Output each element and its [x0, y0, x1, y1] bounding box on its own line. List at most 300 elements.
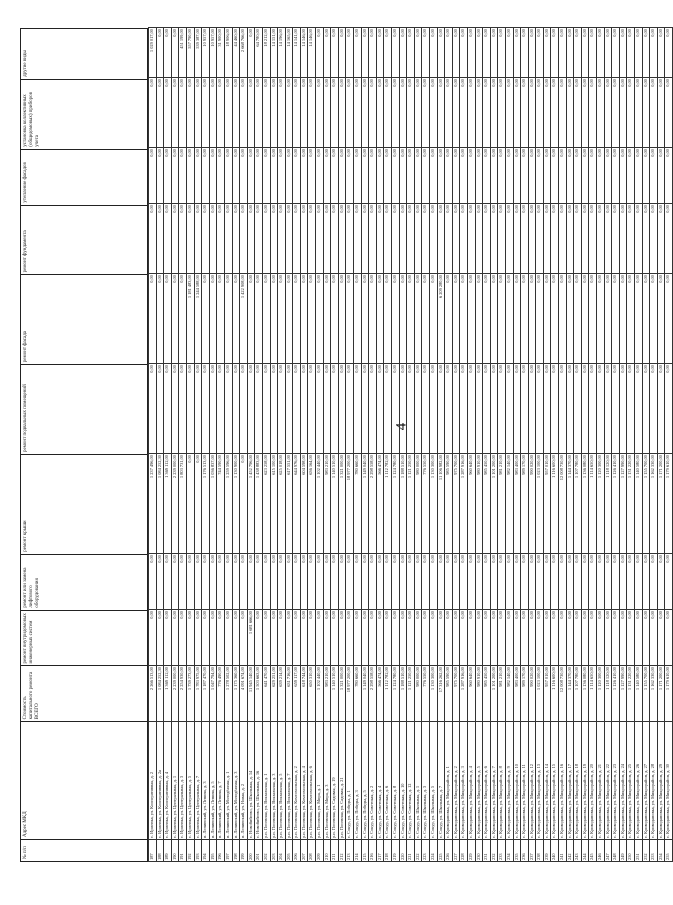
value-cell: 990 020,00: [528, 666, 536, 722]
value-cell: 780 660,00: [354, 454, 362, 554]
value-cell: 0,00: [331, 28, 339, 78]
address-cell: п. Ленинский, ул. Ленина, д. 7: [217, 722, 225, 840]
value-cell: 0,00: [217, 554, 225, 610]
value-cell: 0,00: [194, 78, 202, 148]
value-cell: 0,00: [384, 554, 392, 610]
address-cell: с. Сокур, ул. Советская, д. 2: [369, 722, 377, 840]
value-cell: 1 130 900,00: [232, 454, 240, 554]
value-cell: 0,00: [536, 274, 544, 364]
value-cell: 0,00: [156, 554, 164, 610]
value-cell: 0,00: [171, 204, 179, 274]
row-number-cell: 246: [597, 840, 605, 862]
value-cell: 0,00: [505, 28, 513, 78]
address-cell: р.п. Посевная, ул. Комсомольская, д. 4: [300, 722, 308, 840]
value-cell: 0,00: [179, 554, 187, 610]
value-cell: 0,00: [376, 204, 384, 274]
value-cell: 0,00: [513, 28, 521, 78]
value-cell: 0,00: [331, 554, 339, 610]
value-cell: 0,00: [612, 364, 620, 454]
table-row: [399, 28, 407, 862]
value-cell: 0,00: [217, 148, 225, 204]
value-cell: 0,00: [490, 364, 498, 454]
value-cell: 0,00: [551, 28, 559, 78]
value-cell: 0,00: [475, 554, 483, 610]
value-cell: 0,00: [171, 148, 179, 204]
value-cell: 0,00: [149, 274, 157, 364]
table-row: [164, 28, 172, 862]
value-cell: 0,00: [149, 148, 157, 204]
value-cell: 0,00: [361, 274, 369, 364]
value-cell: 0,00: [627, 610, 635, 666]
value-cell: 0,00: [270, 554, 278, 610]
address-cell: с. Криводановка, ул. Микрорайон, д. 9: [505, 722, 513, 840]
value-cell: 0,00: [149, 204, 157, 274]
value-cell: 0,00: [202, 610, 210, 666]
value-cell: 0,00: [619, 28, 627, 78]
value-cell: 0,00: [224, 204, 232, 274]
value-cell: 0,00: [278, 78, 286, 148]
value-cell: 0,00: [505, 364, 513, 454]
value-cell: 0,00: [604, 78, 612, 148]
value-cell: 0,00: [665, 610, 673, 666]
value-cell: 0,00: [407, 274, 415, 364]
value-cell: 0,00: [300, 78, 308, 148]
header-electric: ремонт внутридомовых инженерных систем: [21, 610, 147, 666]
value-cell: 0,00: [407, 554, 415, 610]
value-cell: 0,00: [657, 28, 665, 78]
value-cell: 990 020,00: [528, 454, 536, 554]
value-cell: 0,00: [171, 554, 179, 610]
value-cell: 0,00: [369, 364, 377, 454]
table-row: [194, 28, 202, 862]
value-cell: 629 251,00: [270, 666, 278, 722]
value-cell: 1 287 916,00: [460, 666, 468, 722]
row-number-cell: 207: [300, 840, 308, 862]
value-cell: 2 668 766,00: [240, 28, 248, 78]
value-cell: 0,00: [399, 78, 407, 148]
address-cell: с. Криводановка, ул. Микрорайон, д. 27: [642, 722, 650, 840]
row-number-cell: 225: [437, 840, 445, 862]
value-cell: 0,00: [232, 78, 240, 148]
value-cell: 0,00: [475, 148, 483, 204]
value-cell: 0,00: [247, 364, 255, 454]
value-cell: 0,00: [429, 78, 437, 148]
value-cell: 0,00: [338, 78, 346, 148]
value-cell: 0,00: [331, 204, 339, 274]
row-number-cell: 221: [407, 840, 415, 862]
value-cell: 644 976,00: [293, 454, 301, 554]
value-cell: 0,00: [574, 28, 582, 78]
value-cell: 0,00: [574, 204, 582, 274]
row-number-cell: 233: [498, 840, 506, 862]
value-cell: 0,00: [498, 28, 506, 78]
value-cell: 0,00: [528, 204, 536, 274]
address-cell: с. Сокур, ул. Школьная, д. 3: [422, 722, 430, 840]
value-cell: 983 210,00: [323, 666, 331, 722]
value-cell: 0,00: [581, 274, 589, 364]
value-cell: 1 244 588,00: [194, 274, 202, 364]
value-cell: 0,00: [209, 554, 217, 610]
value-cell: 0,00: [156, 204, 164, 274]
value-cell: 1 321 000,00: [338, 454, 346, 554]
row-number-cell: 251: [635, 840, 643, 862]
value-cell: 0,00: [536, 148, 544, 204]
value-cell: 451 199,00: [179, 28, 187, 78]
value-cell: 0,00: [217, 364, 225, 454]
value-cell: 0,00: [650, 204, 658, 274]
value-cell: 0,00: [429, 274, 437, 364]
value-cell: 0,00: [475, 610, 483, 666]
header-roof: ремонт крыши: [21, 454, 147, 554]
value-cell: 1 181 483,00: [186, 274, 194, 364]
value-cell: 0,00: [490, 204, 498, 274]
row-number-cell: 190: [171, 840, 179, 862]
value-cell: 0,00: [505, 274, 513, 364]
value-cell: 0,00: [437, 78, 445, 148]
value-cell: 0,00: [505, 148, 513, 204]
value-cell: 0,00: [392, 274, 400, 364]
header-lift: ремонт или замена лифтового оборудования: [21, 554, 147, 610]
value-cell: 0,00: [467, 554, 475, 610]
value-cell: 0,00: [437, 610, 445, 666]
value-cell: 0,00: [156, 274, 164, 364]
table-row: [612, 28, 620, 862]
value-cell: 0,00: [316, 274, 324, 364]
value-cell: 0,00: [467, 274, 475, 364]
value-cell: 0,00: [536, 364, 544, 454]
row-number-cell: 228: [460, 840, 468, 862]
row-number-cell: 189: [164, 840, 172, 862]
value-cell: 0,00: [635, 78, 643, 148]
row-number-cell: 187: [149, 840, 157, 862]
value-cell: 0,00: [642, 554, 650, 610]
value-cell: 0,00: [665, 274, 673, 364]
row-number-cell: 222: [414, 840, 422, 862]
value-cell: 0,00: [331, 78, 339, 148]
value-cell: 0,00: [581, 78, 589, 148]
value-cell: 0,00: [232, 148, 240, 204]
value-cell: 1 140 580,00: [635, 666, 643, 722]
value-cell: 1 739 273,00: [186, 666, 194, 722]
value-cell: 0,00: [369, 204, 377, 274]
address-cell: п. Ленинский, ул. Новая, д. 2: [240, 722, 248, 840]
value-cell: 0,00: [240, 148, 248, 204]
table-row: [414, 28, 422, 862]
value-cell: 0,00: [536, 204, 544, 274]
address-cell: с. Криводановка, ул. Микрорайон, д. 8: [498, 722, 506, 840]
table-row: [255, 28, 263, 862]
value-cell: 0,00: [589, 78, 597, 148]
value-cell: 0,00: [399, 204, 407, 274]
value-cell: 1 130 300,00: [429, 454, 437, 554]
value-cell: 0,00: [376, 28, 384, 78]
value-cell: 0,00: [346, 274, 354, 364]
value-cell: 0,00: [414, 274, 422, 364]
value-cell: 0,00: [604, 364, 612, 454]
value-cell: 0,00: [346, 148, 354, 204]
value-cell: 0,00: [270, 204, 278, 274]
value-cell: 1 144 370,00: [566, 666, 574, 722]
value-cell: 0,00: [255, 554, 263, 610]
address-cell: с. Сокур, ул. Школьная, д. 1: [414, 722, 422, 840]
value-cell: 0,00: [650, 148, 658, 204]
value-cell: 0,00: [445, 554, 453, 610]
value-cell: 0,00: [574, 554, 582, 610]
value-cell: 1 259 596,00: [224, 454, 232, 554]
value-cell: 0,00: [650, 364, 658, 454]
value-cell: 0,00: [581, 610, 589, 666]
value-cell: 0,00: [551, 610, 559, 666]
table-row: [460, 28, 468, 862]
value-cell: 983 400,00: [513, 454, 521, 554]
value-cell: 0,00: [392, 148, 400, 204]
table-row: [589, 28, 597, 862]
table-row: [521, 28, 529, 862]
value-cell: 0,00: [475, 204, 483, 274]
value-cell: 0,00: [422, 28, 430, 78]
table-row: [566, 28, 574, 862]
value-cell: 0,00: [559, 148, 567, 204]
value-cell: 0,00: [528, 28, 536, 78]
value-cell: 0,00: [232, 364, 240, 454]
value-cell: 0,00: [566, 28, 574, 78]
value-cell: 0,00: [232, 204, 240, 274]
value-cell: 0,00: [308, 554, 316, 610]
value-cell: 0,00: [247, 274, 255, 364]
row-number-cell: 236: [521, 840, 529, 862]
value-cell: 1 278 502,00: [224, 666, 232, 722]
table-row: [171, 28, 179, 862]
value-cell: 0,00: [483, 610, 491, 666]
value-cell: 776 550,00: [422, 666, 430, 722]
value-cell: 0,00: [589, 610, 597, 666]
value-cell: 0,00: [209, 148, 217, 204]
address-cell: с. Сокур, ул. Советская, д. 10: [399, 722, 407, 840]
value-cell: 0,00: [354, 274, 362, 364]
value-cell: 0,00: [202, 78, 210, 148]
value-cell: 0,00: [194, 554, 202, 610]
row-number-cell: 214: [354, 840, 362, 862]
row-number-cell: 243: [574, 840, 582, 862]
document-sheet: [20, 28, 671, 862]
value-cell: 0,00: [209, 204, 217, 274]
value-cell: 0,00: [627, 148, 635, 204]
value-cell: 985 590,00: [445, 454, 453, 554]
value-cell: 0,00: [521, 274, 529, 364]
value-cell: 0,00: [452, 364, 460, 454]
value-cell: 1 127 990,00: [619, 454, 627, 554]
value-cell: 0,00: [635, 28, 643, 78]
value-cell: 1 036 837,00: [209, 454, 217, 554]
value-cell: 0,00: [384, 204, 392, 274]
value-cell: 0,00: [247, 204, 255, 274]
row-number-cell: 245: [589, 840, 597, 862]
value-cell: 0,00: [467, 204, 475, 274]
row-number-cell: 240: [551, 840, 559, 862]
value-cell: 0,00: [460, 204, 468, 274]
value-cell: 0,00: [171, 78, 179, 148]
table-row: [422, 28, 430, 862]
row-number-cell: 227: [452, 840, 460, 862]
address-cell: р.п. Посевная, ул. Садовая, д. 21: [338, 722, 346, 840]
value-cell: 0,00: [498, 148, 506, 204]
value-cell: 0,00: [209, 78, 217, 148]
address-cell: р.п. Посевная, ул. Комсомольская, д. 6: [308, 722, 316, 840]
value-cell: 1 107 780,00: [574, 454, 582, 554]
value-cell: 0,00: [422, 364, 430, 454]
value-cell: 0,00: [513, 148, 521, 204]
value-cell: 0,00: [437, 148, 445, 204]
row-number-cell: 198: [232, 840, 240, 862]
table-row: [452, 28, 460, 862]
address-cell: р.п. Посевная, ул. Комсомольская, д. 2: [293, 722, 301, 840]
value-cell: 0,00: [657, 78, 665, 148]
value-cell: 0,00: [247, 554, 255, 610]
value-cell: 0,00: [498, 554, 506, 610]
value-cell: 0,00: [521, 78, 529, 148]
value-cell: 0,00: [642, 274, 650, 364]
value-cell: 0,00: [316, 28, 324, 78]
value-cell: 0,00: [521, 28, 529, 78]
value-cell: 0,00: [452, 610, 460, 666]
table-row: [498, 28, 506, 862]
value-cell: 0,00: [429, 610, 437, 666]
row-number-cell: 235: [513, 840, 521, 862]
table-row: [232, 28, 240, 862]
value-cell: 0,00: [285, 148, 293, 204]
value-cell: 0,00: [543, 274, 551, 364]
value-cell: 960 640,00: [467, 666, 475, 722]
value-cell: 0,00: [392, 554, 400, 610]
value-cell: 0,00: [612, 28, 620, 78]
value-cell: 0,00: [635, 364, 643, 454]
value-cell: 0,00: [627, 364, 635, 454]
value-cell: 0,00: [581, 554, 589, 610]
value-cell: 0,00: [338, 554, 346, 610]
value-cell: 0,00: [445, 78, 453, 148]
value-cell: 0,00: [346, 554, 354, 610]
value-cell: 0,00: [217, 78, 225, 148]
row-number-cell: 215: [361, 840, 369, 862]
value-cell: 1 126 410,00: [612, 666, 620, 722]
value-cell: 0,00: [338, 610, 346, 666]
table-row: [619, 28, 627, 862]
table-row: [278, 28, 286, 862]
value-cell: 0,00: [559, 364, 567, 454]
value-cell: 0,00: [521, 204, 529, 274]
value-cell: 2 254 930,00: [179, 666, 187, 722]
value-cell: 1 118 120,00: [604, 454, 612, 554]
value-cell: 1 136 080,00: [581, 666, 589, 722]
value-cell: 2 298 558,00: [369, 666, 377, 722]
value-cell: 0,00: [566, 148, 574, 204]
value-cell: 0,00: [589, 554, 597, 610]
value-cell: 0,00: [270, 148, 278, 204]
value-cell: 1 120 300,00: [597, 454, 605, 554]
value-cell: 0,00: [551, 204, 559, 274]
value-cell: 0,00: [650, 554, 658, 610]
table-row: [346, 28, 354, 862]
row-number-cell: 206: [293, 840, 301, 862]
value-cell: 0,00: [665, 554, 673, 610]
value-cell: 0,00: [156, 610, 164, 666]
address-cell: с. Криводановка, ул. Микрорайон, д. 10: [513, 722, 521, 840]
table-row: [209, 28, 217, 862]
value-cell: 0,00: [597, 364, 605, 454]
value-cell: 604 598,00: [300, 454, 308, 554]
table-row: [384, 28, 392, 862]
value-cell: 0,00: [308, 610, 316, 666]
address-cell: с. Сокур, ул. Школьная, д. 7: [437, 722, 445, 840]
table-row: [528, 28, 536, 862]
value-cell: 1 130 300,00: [429, 666, 437, 722]
value-cell: 0,00: [247, 28, 255, 78]
table-row: [331, 28, 339, 862]
value-cell: 0,00: [559, 274, 567, 364]
address-cell: р.п. Посевная, ул. Мира, д. 3: [323, 722, 331, 840]
value-cell: 0,00: [278, 204, 286, 274]
value-cell: 0,00: [407, 78, 415, 148]
address-cell: с. Криводановка, ул. Микрорайон, д. 16: [559, 722, 567, 840]
value-cell: 0,00: [635, 554, 643, 610]
value-cell: 0,00: [186, 204, 194, 274]
value-cell: 0,00: [232, 610, 240, 666]
value-cell: 0,00: [369, 274, 377, 364]
value-cell: 0,00: [604, 554, 612, 610]
value-cell: 0,00: [316, 148, 324, 204]
value-cell: 0,00: [429, 364, 437, 454]
value-cell: 0,00: [559, 28, 567, 78]
address-cell: с. Ирменка, ул. Центральная, д. 5: [186, 722, 194, 840]
value-cell: 557 790,00: [186, 28, 194, 78]
value-cell: 0,00: [543, 364, 551, 454]
header-cost: Стоимость капитального ремонта ВСЕГО: [21, 665, 147, 721]
value-cell: 0,00: [361, 148, 369, 204]
value-cell: 0,00: [665, 364, 673, 454]
value-cell: 0,00: [156, 148, 164, 204]
value-cell: 0,00: [574, 610, 582, 666]
value-cell: 983 400,00: [513, 666, 521, 722]
value-cell: 0,00: [179, 274, 187, 364]
value-cell: 0,00: [581, 148, 589, 204]
row-number-cell: 244: [581, 840, 589, 862]
value-cell: 0,00: [354, 204, 362, 274]
value-cell: 0,00: [369, 28, 377, 78]
value-cell: 0,00: [186, 148, 194, 204]
value-cell: 0,00: [323, 274, 331, 364]
value-cell: 0,00: [247, 148, 255, 204]
value-cell: 0,00: [194, 364, 202, 454]
value-cell: 0,00: [376, 610, 384, 666]
row-number-cell: 196: [217, 840, 225, 862]
value-cell: 0,00: [467, 78, 475, 148]
value-cell: 0,00: [392, 78, 400, 148]
row-number-cell: 212: [338, 840, 346, 862]
value-cell: 1 140 510,00: [331, 666, 339, 722]
value-cell: 0,00: [384, 28, 392, 78]
value-cell: 0,00: [559, 78, 567, 148]
table-row: [149, 28, 157, 862]
value-cell: 0,00: [278, 148, 286, 204]
value-cell: 0,00: [384, 364, 392, 454]
value-cell: 0,00: [376, 554, 384, 610]
row-number-cell: 217: [376, 840, 384, 862]
value-cell: 0,00: [361, 78, 369, 148]
address-cell: р.п. Посевная, ул. Вокзальная, д. 1: [262, 722, 270, 840]
value-cell: 985 590,00: [445, 666, 453, 722]
value-cell: 0,00: [429, 148, 437, 204]
value-cell: 0,00: [619, 78, 627, 148]
